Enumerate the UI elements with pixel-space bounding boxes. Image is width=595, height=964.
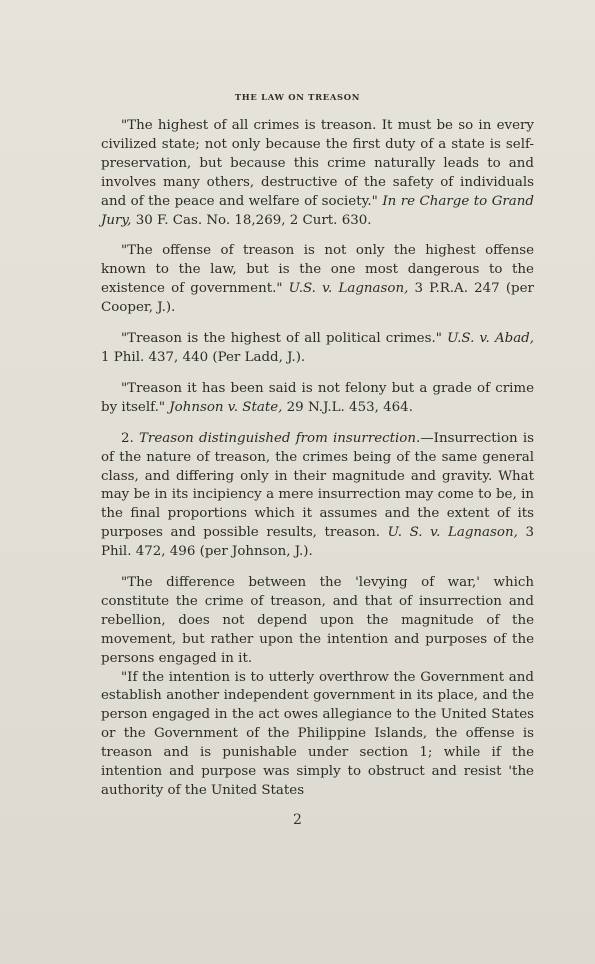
quote-text: "Treason it has been said is not felony but a grade of crime by itself." xyxy=(101,380,534,415)
case-name: Johnson v. State, xyxy=(169,399,283,415)
quote-paragraph xyxy=(101,574,534,669)
case-name: In re Charge to Grand Jury, xyxy=(101,193,534,228)
quote-text: "The offense of treason is not only the highest offense known to the law, but is the one most dangerous to the existence of government." xyxy=(101,243,534,297)
quote-paragraph xyxy=(101,380,534,418)
quote-paragraph xyxy=(101,669,534,801)
case-name: U. S. v. Lagnason, xyxy=(387,525,518,541)
page-body xyxy=(101,117,534,813)
quote-text: "Treason is the highest of all political crimes." xyxy=(121,331,442,347)
page-number: 2 xyxy=(293,812,302,828)
section-number: 2. xyxy=(121,430,134,446)
case-name: U.S. v. Abad, xyxy=(447,331,535,347)
quote-text: "The difference between the 'levying of war,' which constitute the crime of treason, and that of insurrection and rebellion, does not depend upon the magnitude of the movement, but rather upon the intention and purposes of the persons engaged in it. xyxy=(101,575,534,666)
quote-paragraph xyxy=(101,117,534,230)
quote-paragraph xyxy=(101,330,534,368)
citation: 1 Phil. 437, 440 (Per Ladd, J.). xyxy=(101,349,306,365)
section-paragraph xyxy=(101,430,534,562)
citation: 3 P.R.A. 247 (per Cooper, J.). xyxy=(101,281,534,316)
quote-text: "If the intention is to utterly overthrow the Government and establish another independent government in its place, and the person engaged in the act owes allegiance to the United States or the Government of the Philippine Islands, the offense is treason and is punishable under section 1; while if the intention and purpose was simply to obstruct and resist 'the authority of the United States xyxy=(101,669,534,798)
citation: 29 N.J.L. 453, 464. xyxy=(286,399,413,415)
quote-text: "The highest of all crimes is treason. It must be so in every civilized state; not only because the first duty of a state is self-preservation, but because this crime naturally leads to and involves many others, destructive of the safety of individuals and of the peace and welfare of society." xyxy=(101,118,534,209)
running-header: THE LAW ON TREASON xyxy=(234,92,361,102)
case-name: U.S. v. Lagnason, xyxy=(288,281,409,297)
quote-paragraph xyxy=(101,242,534,318)
citation: 30 F. Cas. No. 18,269, 2 Curt. 630. xyxy=(135,212,372,228)
section-heading: Treason distinguished from insurrection. xyxy=(139,430,421,446)
section-text: —Insurrection is of the nature of treason, the crimes being of the same general class, and differing only in their magnitude and gravity. What may be in its incipiency a mere insurrection may come to be, in the final proportions which it assumes and the extent of its purposes and possible results, treason. xyxy=(101,430,535,541)
citation: 3 Phil. 472, 496 (per Johnson, J.). xyxy=(101,525,534,560)
